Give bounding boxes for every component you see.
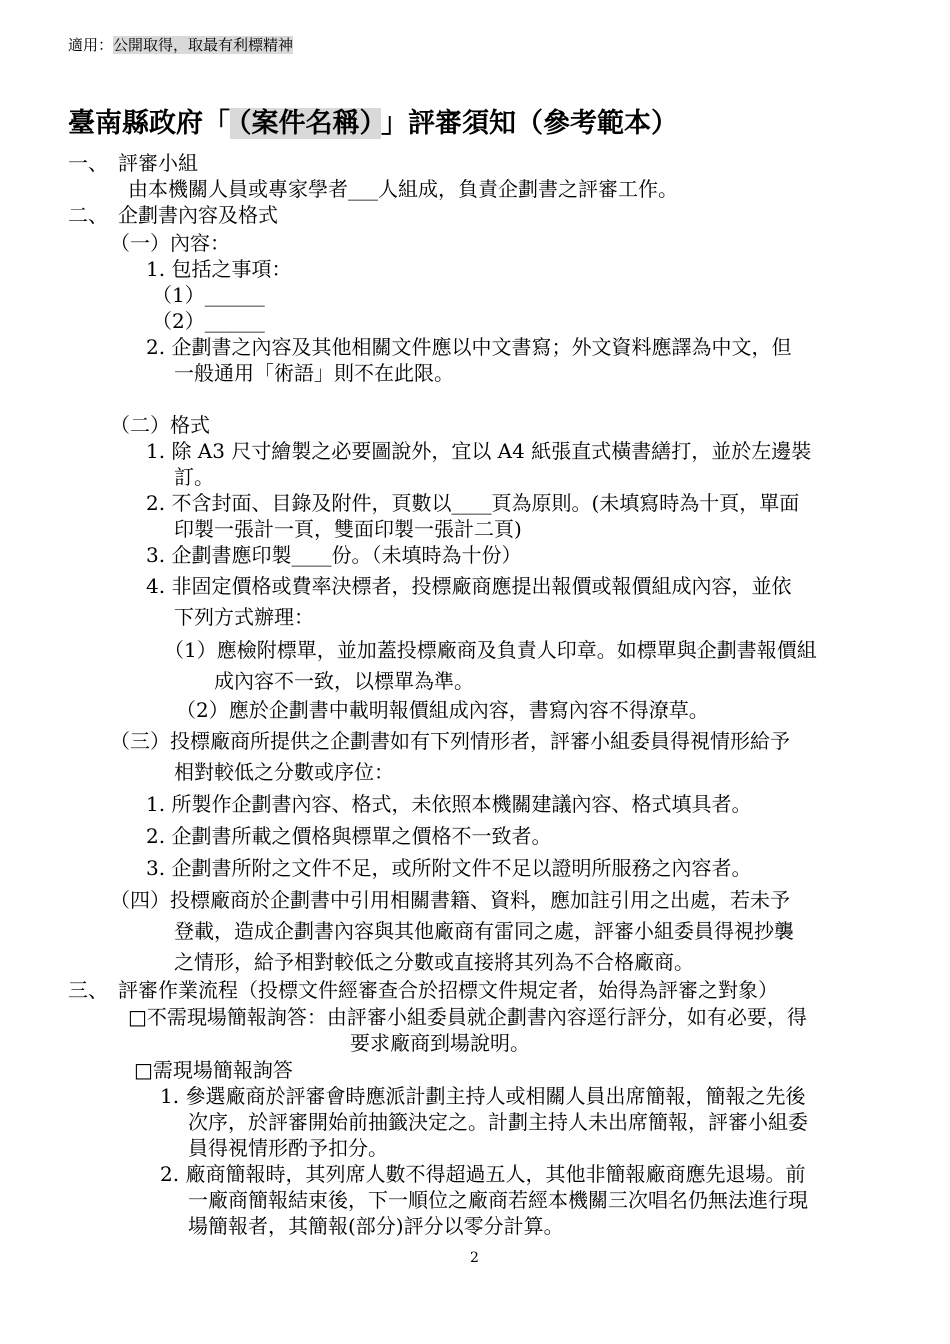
list-item: 1. 除 A3 尺寸繪製之必要圖說外，宜以 A4 紙張直式橫書繕打，並於左邊裝: [146, 439, 812, 463]
subsection-continuation: 之情形，給予相對較低之分數或直接將其列為不合格廠商。: [174, 950, 694, 974]
list-item-continuation: 下列方式辦理：: [174, 605, 314, 629]
list-subitem: （2）應於企劃書中載明報價組成內容，書寫內容不得潦草。: [176, 698, 709, 722]
section-heading-1: 一、 評審小組: [68, 151, 198, 175]
title-prefix: 臺南縣政府「: [68, 108, 230, 139]
paragraph-line: 由本機關人員或專家學者___人組成，負責企劃書之評審工作。: [128, 177, 678, 201]
subsection-continuation: 登載，造成企劃書內容與其他廠商有雷同之處，評審小組委員得視抄襲: [174, 919, 794, 943]
list-item-continuation: 次序，於評審開始前抽籤決定之。計劃主持人未出席簡報，評審小組委: [188, 1110, 808, 1134]
subsection-continuation: 相對較低之分數或序位：: [174, 760, 394, 784]
subsection-heading: （二）格式: [110, 413, 210, 437]
list-item: 4. 非固定價格或費率決標者，投標廠商應提出報價或報價組成內容，並依: [146, 574, 792, 598]
subsection-heading: （三）投標廠商所提供之企劃書如有下列情形者，評審小組委員得視情形給予: [110, 729, 790, 753]
applicability-value: 公開取得，取最有利標精神: [113, 36, 294, 54]
list-subitem: （1）應檢附標單，並加蓋投標廠商及負責人印章。如標單與企劃書報價組: [164, 638, 817, 662]
list-subitem: （2）______: [152, 309, 265, 333]
list-item: 2. 廠商簡報時，其列席人數不得超過五人，其他非簡報廠商應先退場。前: [160, 1162, 806, 1186]
list-item: 1. 包括之事項：: [146, 257, 292, 281]
title-suffix: 」評審須知（參考範本）: [381, 108, 678, 139]
list-item: 3. 企劃書所附之文件不足，或所附文件不足以證明所服務之內容者。: [146, 856, 752, 880]
checkbox-option-no-briefing: □不需現場簡報詢答：由評審小組委員就企劃書內容逕行評分，如有必要，得: [128, 1005, 807, 1029]
list-item: 2. 企劃書所載之價格與標單之價格不一致者。: [146, 824, 552, 848]
list-item: 3. 企劃書應印製____份。（未填時為十份）: [146, 543, 522, 567]
list-item: 2. 企劃書之內容及其他相關文件應以中文書寫；外文資料應譯為中文，但: [146, 335, 792, 359]
list-item-continuation: 印製一張計一頁，雙面印製一張計二頁): [174, 517, 522, 541]
list-item-continuation: 員得視情形酌予扣分。: [188, 1136, 388, 1160]
list-item-continuation: 一般通用「術語」則不在此限。: [174, 361, 454, 385]
list-item: 1. 參選廠商於評審會時應派計劃主持人或相關人員出席簡報，簡報之先後: [160, 1084, 806, 1108]
option-continuation: 要求廠商到場說明。: [350, 1031, 530, 1055]
subsection-heading: （一）內容：: [110, 231, 230, 255]
list-item-continuation: 訂。: [174, 465, 214, 489]
list-item: 2. 不含封面、目錄及附件，頁數以____頁為原則。(未填寫時為十頁，單面: [146, 491, 800, 515]
document-title: [68, 106, 678, 142]
case-name-placeholder: （案件名稱）: [230, 108, 381, 139]
checkbox-option-briefing: □需現場簡報詢答: [134, 1058, 293, 1082]
list-item-continuation: 場簡報者，其簡報(部分)評分以零分計算。: [188, 1214, 564, 1238]
list-item: 1. 所製作企劃書內容、格式，未依照本機關建議內容、格式填具者。: [146, 792, 752, 816]
applicability-header: [68, 32, 293, 58]
list-item-continuation: 一廠商簡報結束後，下一順位之廠商若經本機關三次唱名仍無法進行現: [188, 1188, 808, 1212]
list-subitem: （1）______: [152, 283, 265, 307]
section-heading-3: 三、 評審作業流程（投標文件經審查合於招標文件規定者，始得為評審之對象）: [68, 978, 778, 1002]
page-number: 2: [470, 1250, 479, 1266]
list-subitem-continuation: 成內容不一致，以標單為準。: [214, 669, 474, 693]
section-heading-2: 二、 企劃書內容及格式: [68, 203, 278, 227]
subsection-heading: （四）投標廠商於企劃書中引用相關書籍、資料，應加註引用之出處，若未予: [110, 888, 790, 912]
applicability-label: 適用：: [68, 36, 114, 54]
